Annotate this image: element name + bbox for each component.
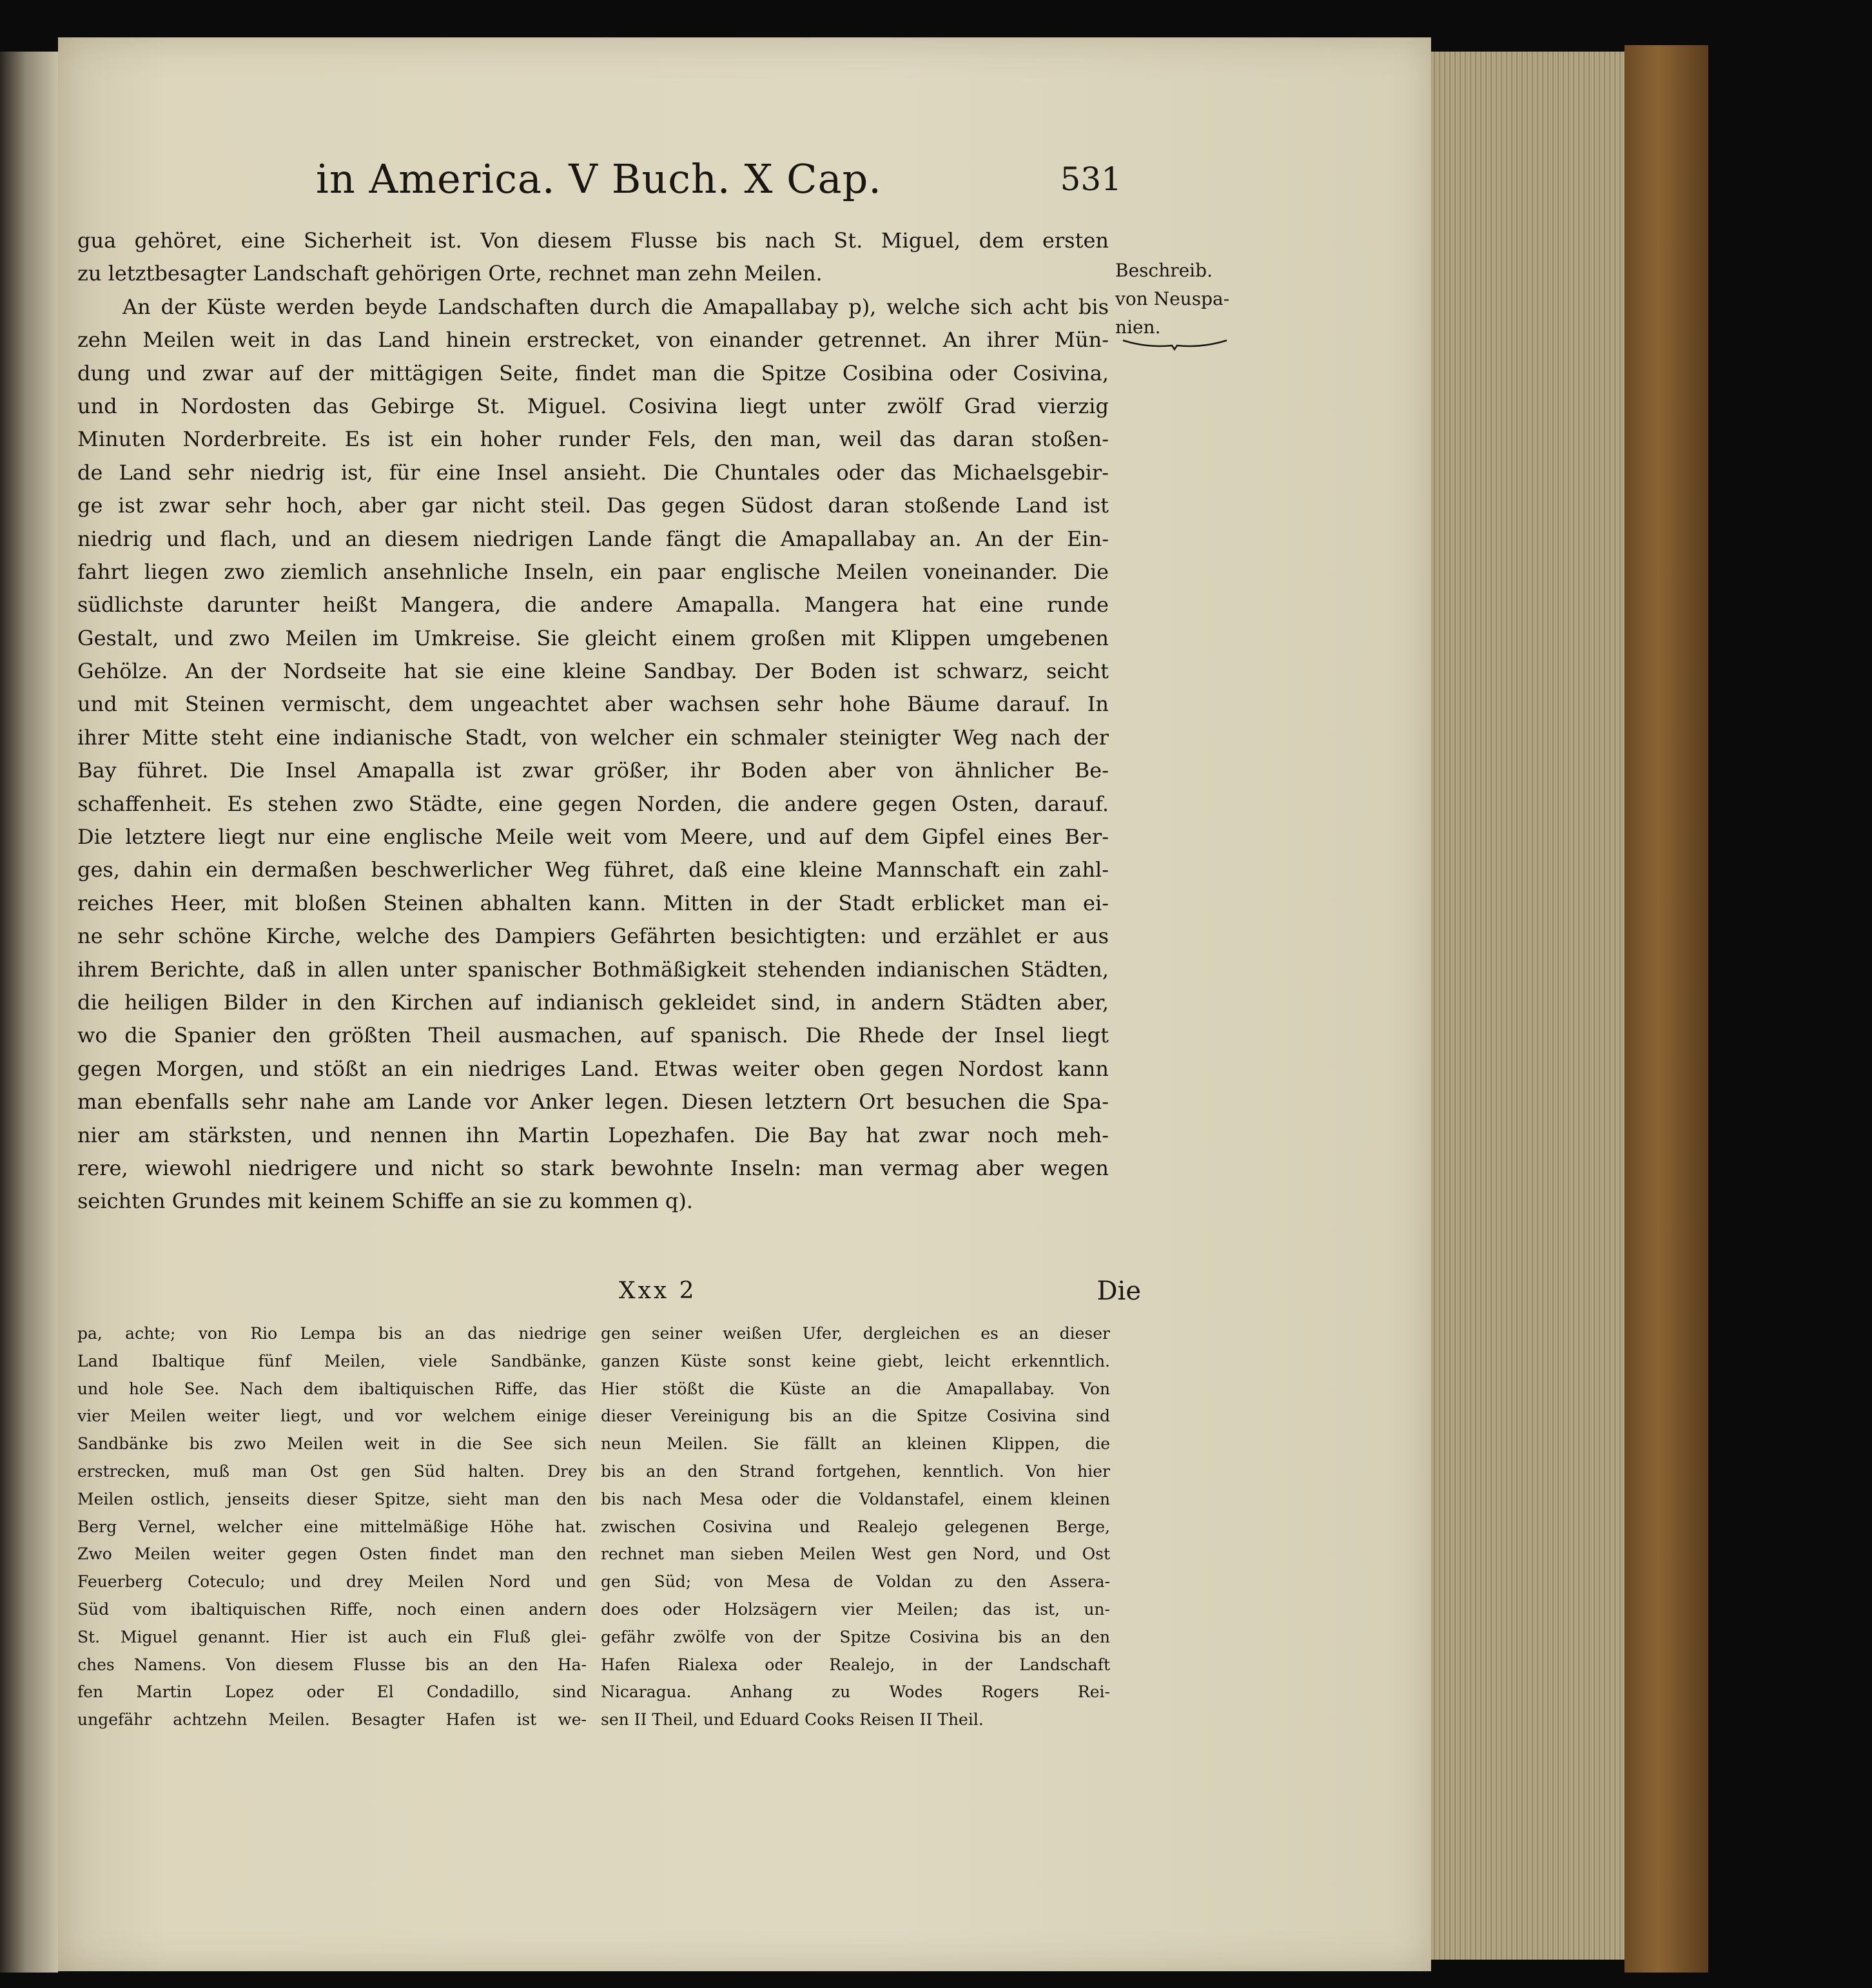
footnote-line: gen Süd; von Mesa de Voldan zu den Assera- <box>601 1572 1110 1592</box>
footnote-line: neun Meilen. Sie fällt an kleinen Klippen, die <box>601 1434 1110 1454</box>
footnotes-right-column <box>601 1320 1110 1734</box>
text-line: Gehölze. An der Nordseite hat sie eine kleine Sandbay. Der Boden ist schwarz, seicht <box>77 659 1109 684</box>
text-line: die heiligen Bilder in den Kirchen auf indianisch gekleidet sind, in andern Städten aber, <box>77 989 1109 1015</box>
text-line: gua gehöret, eine Sicherheit ist. Von diesem Flusse bis nach St. Miguel, dem ersten <box>77 228 1109 253</box>
footnote-line: vier Meilen weiter liegt, und vor welchem einige <box>77 1407 587 1426</box>
text-line: de Land sehr niedrig ist, für eine Insel ansieht. Die Chuntales oder das Michaelsgebir- <box>77 460 1109 485</box>
book-page <box>58 37 1431 1971</box>
footnote-line: ches Namens. Von diesem Flusse bis an den Ha- <box>77 1655 587 1674</box>
main-text <box>77 224 1109 1218</box>
catchword: Die <box>1097 1276 1141 1306</box>
text-line: gegen Morgen, und stößt an ein niedriges Land. Etwas weiter oben gegen Nordost kann <box>77 1056 1109 1081</box>
text-line: Gestalt, und zwo Meilen im Umkreise. Sie gleicht einem großen mit Klippen umgebenen <box>77 625 1109 650</box>
footnote-line: Berg Vernel, welcher eine mittelmäßige Höhe hat. <box>77 1517 587 1536</box>
running-head <box>58 147 1431 211</box>
text-line: niedrig und flach, und an diesem niedrigen Lande fängt die Amapallabay an. An der Ein- <box>77 526 1109 551</box>
text-line: ges, dahin ein dermaßen beschwerlicher Weg führet, daß eine kleine Mannschaft ein zahl- <box>77 857 1109 882</box>
page-footer <box>58 1269 1431 1314</box>
footnote-line: Süd vom ibaltiquischen Riffe, noch einen andern <box>77 1599 587 1619</box>
footnote-line: St. Miguel genannt. Hier ist auch ein Fluß glei- <box>77 1627 587 1646</box>
footnote-line: pa, achte; von Rio Lempa bis an das niedrige <box>77 1324 587 1343</box>
book-cover-edge <box>1624 45 1708 1973</box>
footnote-line: und hole See. Nach dem ibaltiquischen Riffe, das <box>77 1379 587 1398</box>
text-line: Die letztere liegt nur eine englische Meile weit vom Meere, und auf dem Gipfel eines Ber- <box>77 824 1109 850</box>
text-line: fahrt liegen zwo ziemlich ansehnliche Inseln, ein paar englische Meilen voneinander. Die <box>77 559 1109 584</box>
text-line: zu letztbesagter Landschaft gehörigen Orte, rechnet man zehn Meilen. <box>77 261 823 286</box>
text-line: schaffenheit. Es stehen zwo Städte, eine gegen Norden, die andere gegen Osten, darauf. <box>77 791 1109 816</box>
text-line: man ebenfalls sehr nahe am Lande vor Anker legen. Diesen letztern Ort besuchen die Spa- <box>77 1089 1109 1115</box>
text-line: ge ist zwar sehr hoch, aber gar nicht steil. Das gegen Südost daran stoßende Land ist <box>77 493 1109 518</box>
text-line: seichten Grundes mit keinem Schiffe an sie zu kommen q). <box>77 1189 694 1214</box>
footnote-line: Land Ibaltique fünf Meilen, viele Sandbänke, <box>77 1351 587 1370</box>
text-line: südlichste darunter heißt Mangera, die andere Amapalla. Mangera hat eine runde <box>77 592 1109 618</box>
footnote-line: Sandbänke bis zwo Meilen weit in die See sich <box>77 1434 587 1454</box>
footnote-line: fen Martin Lopez oder El Condadillo, sind <box>77 1682 587 1702</box>
text-line: und mit Steinen vermischt, dem ungeachtet aber wachsen sehr hohe Bäume darauf. In <box>77 692 1109 717</box>
facing-page-edge <box>0 52 58 1973</box>
marginal-note-line: von Neuspa- <box>1115 288 1230 309</box>
text-line: ihrer Mitte steht eine indianische Stadt, von welcher ein schmaler steinigter Weg nach der <box>77 725 1109 750</box>
footnote-line: erstrecken, muß man Ost gen Süd halten. Drey <box>77 1461 587 1481</box>
text-line: zehn Meilen weit in das Land hinein erstrecket, von einander getrennet. An ihrer Mün- <box>77 327 1109 353</box>
footnote-line: ungefähr achtzehn Meilen. Besagter Hafen ist we- <box>77 1710 587 1730</box>
signature-mark: Xxx 2 <box>619 1278 697 1304</box>
text-line: nier am stärksten, und nennen ihn Martin Lopezhafen. Die Bay hat zwar noch meh- <box>77 1122 1109 1147</box>
page-edges-stack <box>1431 52 1624 1960</box>
footnote-line: ganzen Küste sonst keine giebt, leicht erkenntlich. <box>601 1351 1110 1370</box>
page-number: 531 <box>1060 161 1122 198</box>
marginal-note-line: nien. <box>1115 317 1161 338</box>
text-line: Minuten Norderbreite. Es ist ein hoher runder Fels, den man, weil das daran stoßen- <box>77 427 1109 452</box>
footnote-line: dieser Vereinigung bis an die Spitze Cosivina sind <box>601 1407 1110 1426</box>
text-line: rere, wiewohl niedrigere und nicht so stark bewohnte Inseln: man vermag aber wegen <box>77 1155 1109 1180</box>
running-head-title: in America. V Buch. X Cap. <box>316 155 882 202</box>
footnote-line: Zwo Meilen weiter gegen Osten findet man den <box>77 1545 587 1564</box>
text-line: und in Nordosten das Gebirge St. Miguel. Cosivina liegt unter zwölf Grad vierzig <box>77 393 1109 418</box>
footnote-line: bis an den Strand fortgehen, kenntlich. Von hier <box>601 1461 1110 1481</box>
footnote-line: Hafen Rialexa oder Realejo, in der Landschaft <box>601 1655 1110 1674</box>
footnote-line: gefähr zwölfe von der Spitze Cosivina bis an den <box>601 1627 1110 1646</box>
text-line: reiches Heer, mit bloßen Steinen abhalten kann. Mitten in der Stadt erblicket man ei- <box>77 890 1109 915</box>
footnote-line: does oder Holzsägern vier Meilen; das ist, un- <box>601 1599 1110 1619</box>
footnote-line: bis nach Mesa oder die Voldanstafel, einem kleinen <box>601 1489 1110 1508</box>
footnote-line: rechnet man sieben Meilen West gen Nord, und Ost <box>601 1545 1110 1564</box>
text-line: Bay führet. Die Insel Amapalla ist zwar größer, ihr Boden aber von ähnlicher Be- <box>77 758 1109 783</box>
text-line: dung und zwar auf der mittägigen Seite, findet man die Spitze Cosibina oder Cosivina, <box>77 360 1109 385</box>
text-line: ihrem Berichte, daß in allen unter spanischer Bothmäßigkeit stehenden indianischen Städten, <box>77 957 1109 982</box>
marginal-note-line: Beschreib. <box>1115 260 1213 281</box>
footnote-line: Meilen ostlich, jenseits dieser Spitze, sieht man den <box>77 1489 587 1508</box>
text-line: wo die Spanier den größten Theil ausmachen, auf spanisch. Die Rhede der Insel liegt <box>77 1023 1109 1048</box>
footnote-line: zwischen Cosivina und Realejo gelegenen Berge, <box>601 1517 1110 1536</box>
footnote-line: Hier stößt die Küste an die Amapallabay. Von <box>601 1379 1110 1398</box>
text-line: An der Küste werden beyde Landschaften durch die Amapallabay p), welche sich acht bis <box>122 294 1109 319</box>
footnotes-left-column <box>77 1320 587 1734</box>
marginal-note <box>1115 257 1244 342</box>
marginal-brace-ornament <box>1122 338 1228 351</box>
text-line: ne sehr schöne Kirche, welche des Dampiers Gefährten besichtigten: und erzählet er aus <box>77 924 1109 949</box>
footnote-line: sen II Theil, und Eduard Cooks Reisen II Theil. <box>601 1710 984 1730</box>
footnote-line: Feuerberg Coteculo; und drey Meilen Nord und <box>77 1572 587 1592</box>
footnote-line: gen seiner weißen Ufer, dergleichen es an dieser <box>601 1324 1110 1343</box>
footnote-line: Nicaragua. Anhang zu Wodes Rogers Rei- <box>601 1682 1110 1702</box>
